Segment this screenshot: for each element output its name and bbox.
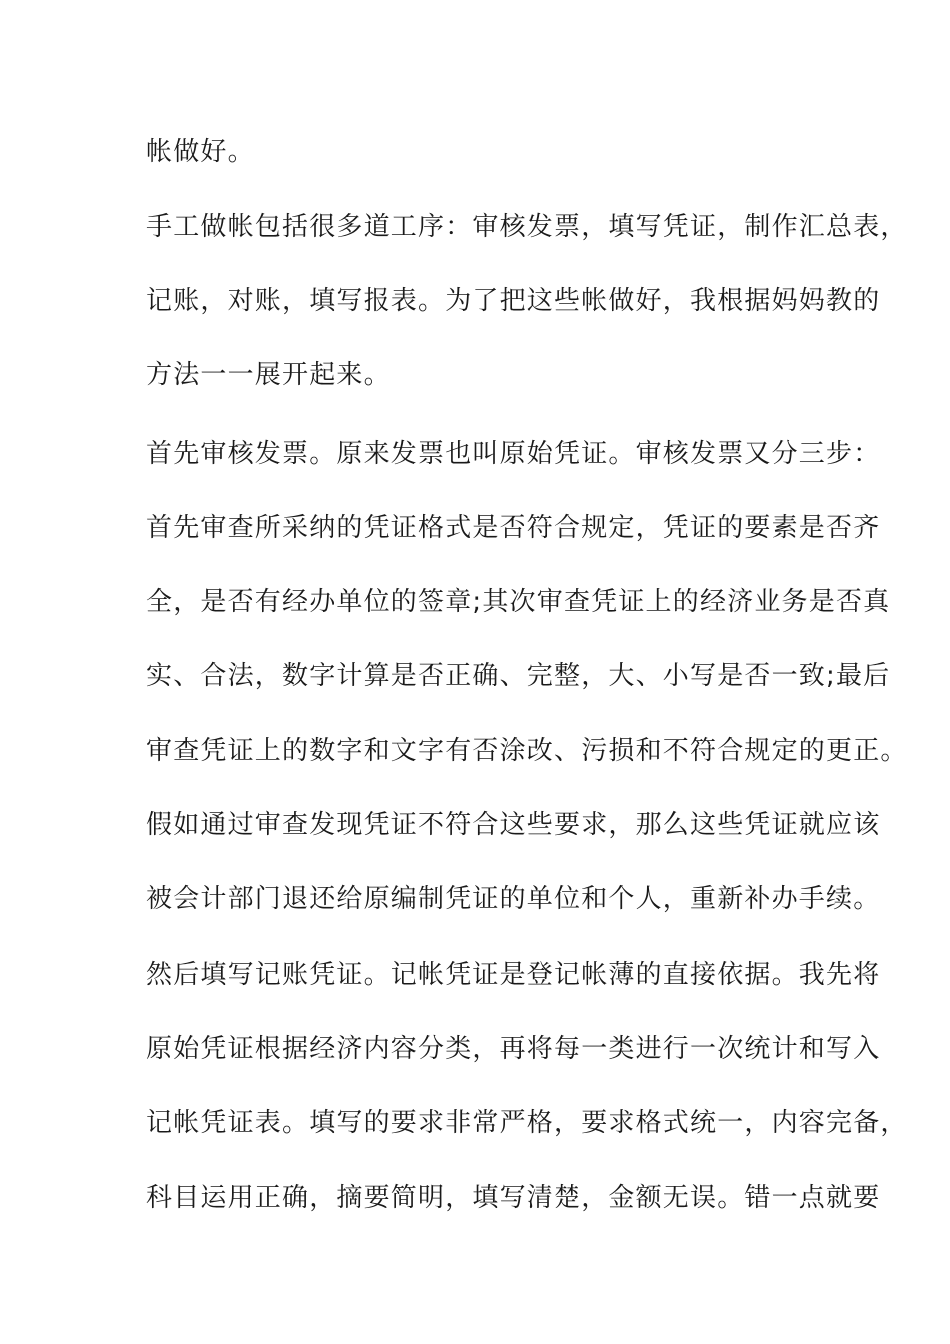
text-line: 首先审核发票。原来发票也叫原始凭证。审核发票又分三步： (146, 439, 881, 469)
text-line: 记帐凭证表。填写的要求非常严格，要求格式统一，内容完备， (146, 1108, 908, 1138)
text-line: 审查凭证上的数字和文字有否涂改、污损和不符合规定的更正。 (146, 736, 908, 766)
text-line: 帐做好。 (146, 137, 255, 167)
text-line: 记账，对账，填写报表。为了把这些帐做好，我根据妈妈教的 (146, 286, 881, 316)
text-line: 全，是否有经办单位的签章;其次审查凭证上的经济业务是否真 (146, 587, 891, 617)
text-line: 假如通过审查发现凭证不符合这些要求，那么这些凭证就应该 (146, 810, 881, 840)
text-line: 方法一一展开起来。 (146, 360, 391, 390)
text-line: 科目运用正确，摘要简明，填写清楚，金额无误。错一点就要 (146, 1183, 881, 1213)
text-line: 首先审查所采纳的凭证格式是否符合规定，凭证的要素是否齐 (146, 513, 881, 543)
text-line: 原始凭证根据经济内容分类，再将每一类进行一次统计和写入 (146, 1034, 881, 1064)
text-line: 然后填写记账凭证。记帐凭证是登记帐薄的直接依据。我先将 (146, 960, 881, 990)
text-line: 被会计部门退还给原编制凭证的单位和个人，重新补办手续。 (146, 884, 881, 914)
text-line: 手工做帐包括很多道工序：审核发票，填写凭证，制作汇总表， (146, 212, 908, 242)
text-line: 实、合法，数字计算是否正确、完整，大、小写是否一致;最后 (146, 661, 891, 691)
